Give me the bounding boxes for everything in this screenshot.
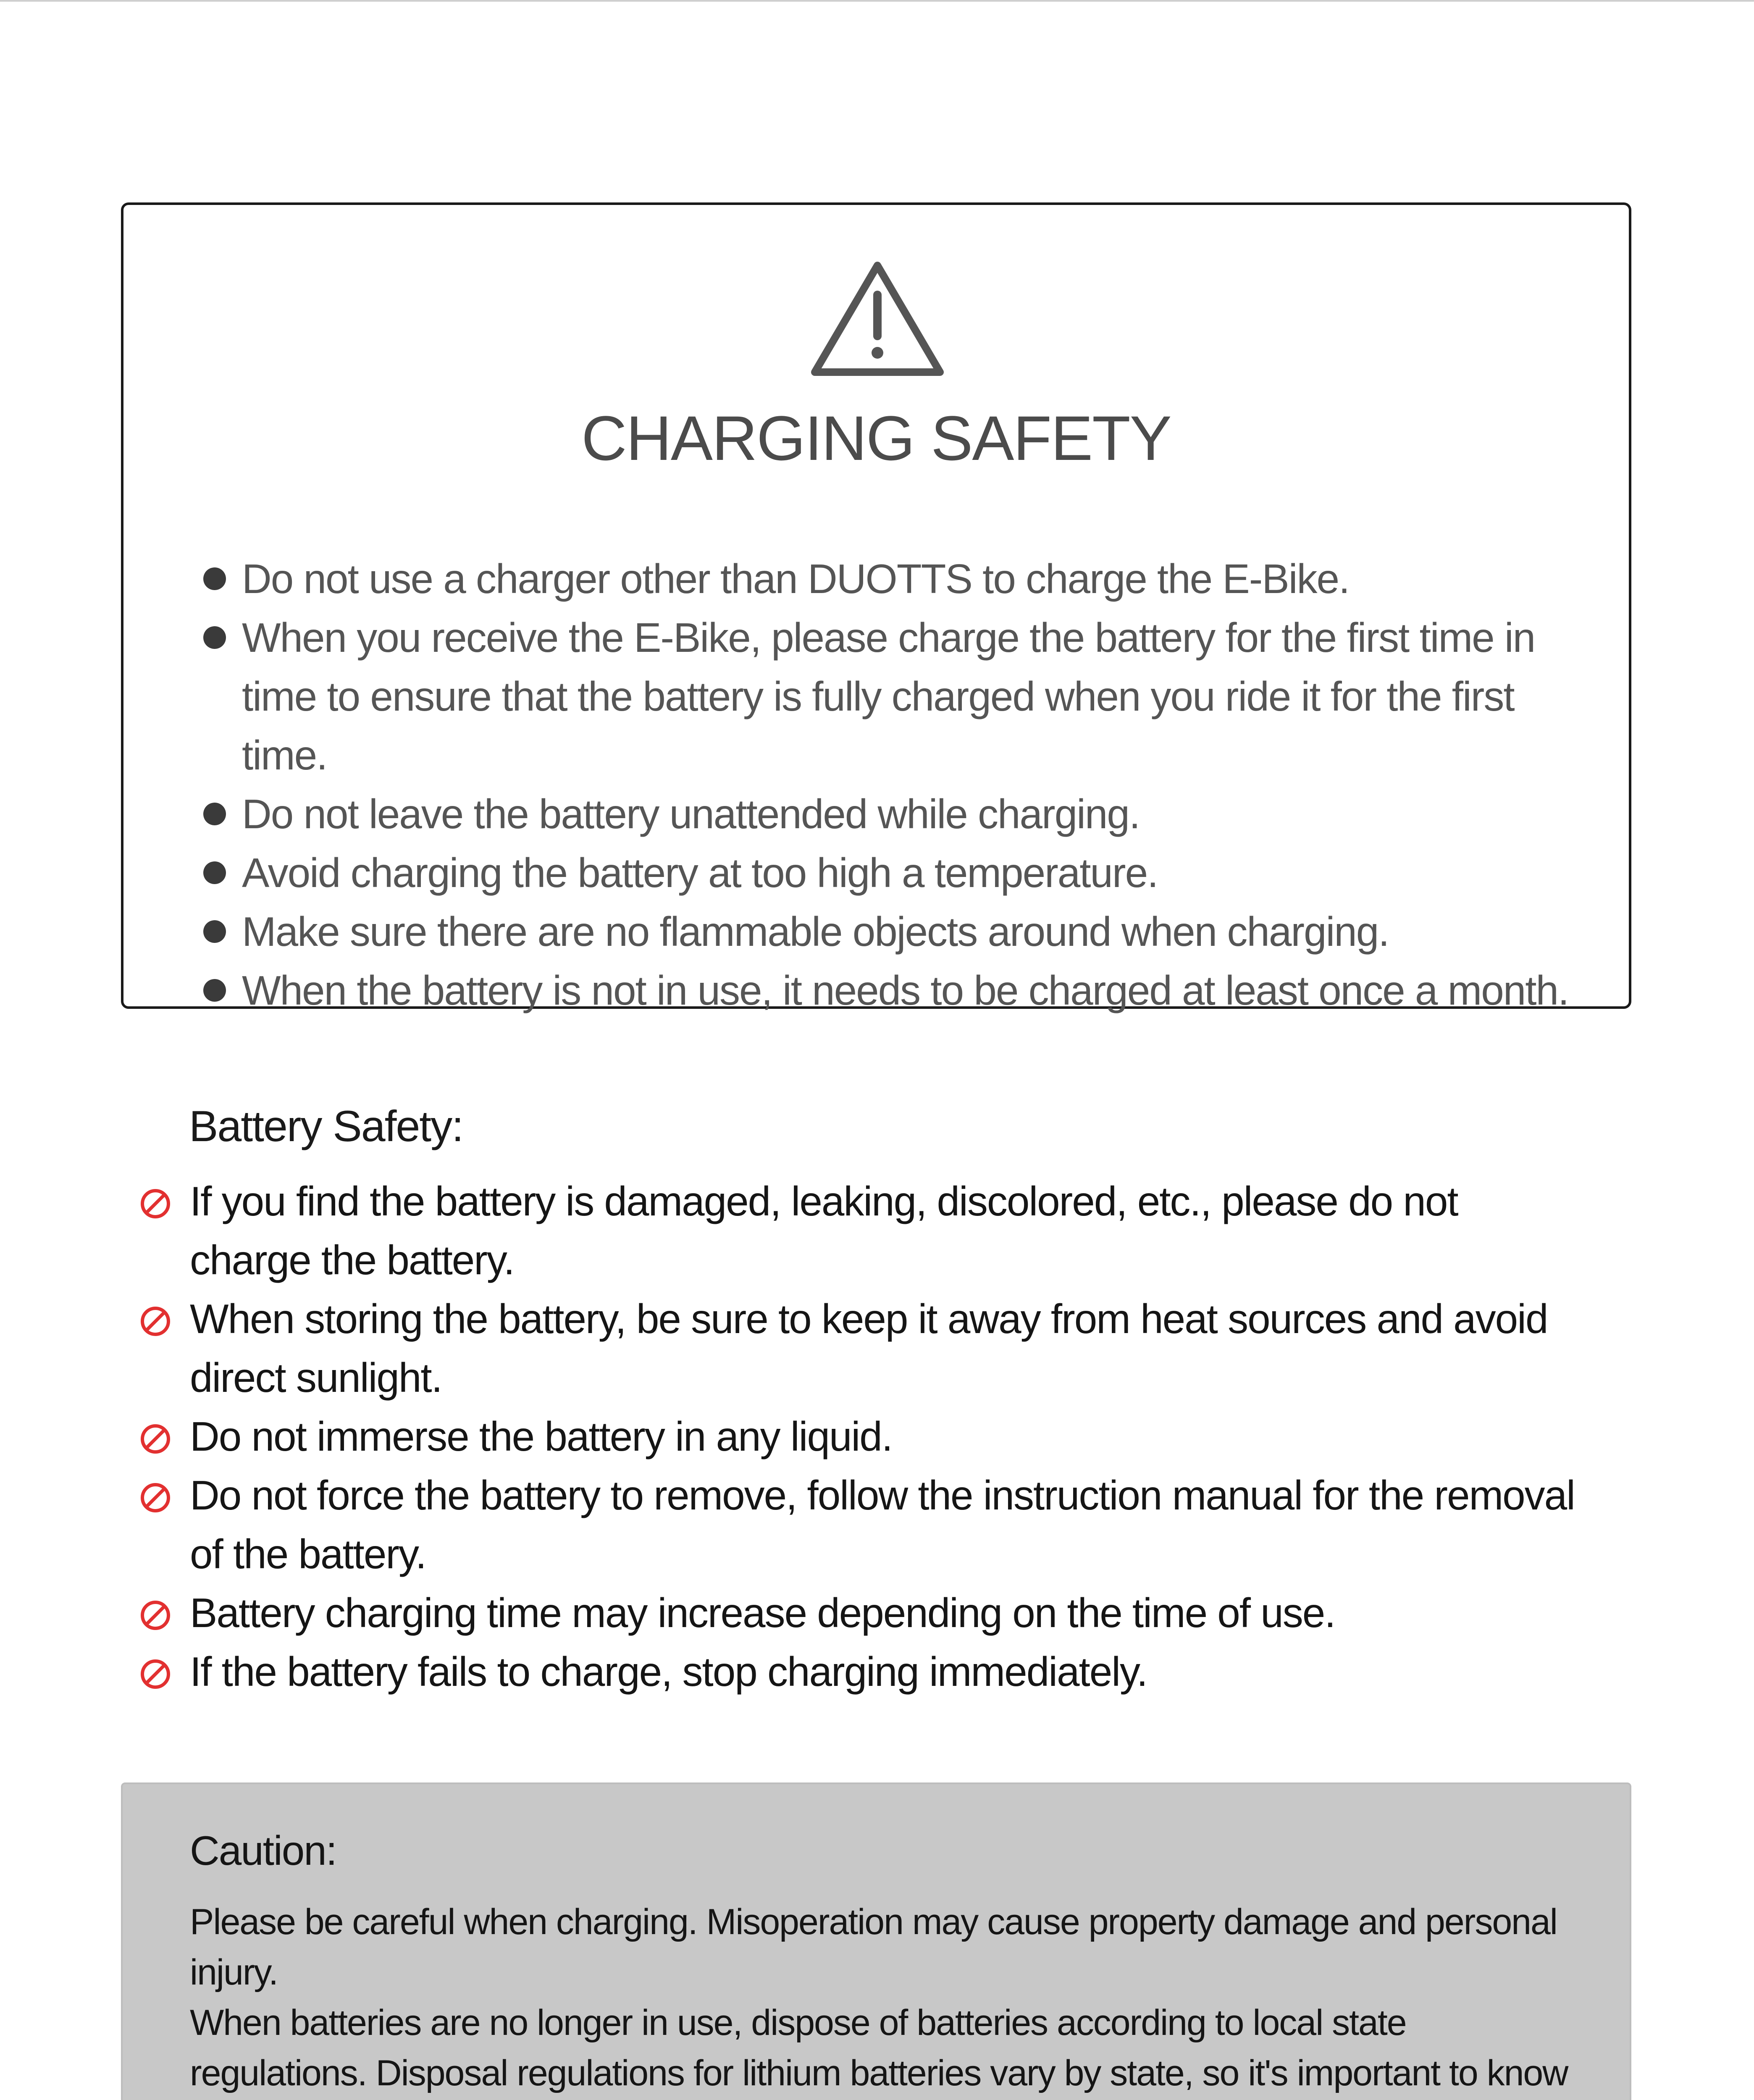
list-item-text: When the battery is not in use, it needs to be charged at least once a month. bbox=[242, 967, 1569, 1013]
caution-box bbox=[121, 1782, 1631, 2100]
prohibition-icon bbox=[139, 1599, 172, 1632]
prohibition-icon bbox=[139, 1187, 172, 1221]
bullet-dot-icon bbox=[203, 626, 226, 649]
bullet-dot-icon bbox=[203, 920, 226, 943]
caution-title: Caution: bbox=[190, 1827, 337, 1874]
list-item bbox=[203, 961, 1606, 1020]
battery-safety-heading: Battery Safety: bbox=[189, 1102, 463, 1151]
list-item-text: Do not use a charger other than DUOTTS to charge the E-Bike. bbox=[242, 556, 1350, 602]
list-item-text: Make sure there are no flammable objects around when charging. bbox=[242, 908, 1389, 955]
list-item-text: Battery charging time may increase depending on the time of use. bbox=[190, 1590, 1335, 1636]
list-item-text: Avoid charging the battery at too high a temperature. bbox=[242, 850, 1158, 896]
bullet-dot-icon bbox=[203, 803, 226, 825]
top-rule bbox=[0, 0, 1754, 2]
list-item-text: Do not leave the battery unattended while charging. bbox=[242, 791, 1140, 837]
list-item-text: When you receive the E-Bike, please charge the battery for the first time in time to ensure that the battery is fully charged when you ride it for the first time. bbox=[242, 614, 1535, 778]
charging-safety-title: CHARGING SAFETY bbox=[581, 403, 1171, 473]
battery-safety-list bbox=[139, 1172, 1575, 1701]
prohibition-icon bbox=[139, 1422, 172, 1456]
caution-paragraph: Please be careful when charging. Misoperation may cause property damage and personal injury. bbox=[190, 1902, 1557, 1992]
list-item-text: When storing the battery, be sure to keep it away from heat sources and avoid direct sunlight. bbox=[190, 1296, 1548, 1401]
list-item bbox=[139, 1172, 1575, 1289]
list-item bbox=[139, 1466, 1575, 1583]
bullet-dot-icon bbox=[203, 861, 226, 884]
list-item bbox=[139, 1583, 1575, 1642]
bullet-dot-icon bbox=[203, 567, 226, 590]
warning-triangle-icon bbox=[807, 256, 948, 382]
prohibition-icon bbox=[139, 1481, 172, 1515]
caution-paragraph: When batteries are no longer in use, dispose of batteries according to local state regulations. Disposal regulations for lithium batteries vary by state, so it's important to know bbox=[190, 2003, 1568, 2093]
list-item bbox=[139, 1642, 1575, 1701]
list-item-text: Do not immerse the battery in any liquid. bbox=[190, 1413, 892, 1460]
prohibition-icon bbox=[139, 1657, 172, 1691]
charging-safety-list bbox=[203, 549, 1606, 1020]
list-item bbox=[203, 902, 1606, 961]
list-item bbox=[203, 549, 1606, 608]
list-item bbox=[139, 1289, 1575, 1407]
list-item-text: Do not force the battery to remove, follow the instruction manual for the removal of the battery. bbox=[190, 1472, 1575, 1577]
list-item-text: If the battery fails to charge, stop charging immediately. bbox=[190, 1648, 1147, 1695]
list-item bbox=[203, 608, 1606, 785]
list-item bbox=[203, 843, 1606, 902]
list-item bbox=[139, 1407, 1575, 1466]
list-item-text: If you find the battery is damaged, leaking, discolored, etc., please do not charge the battery. bbox=[190, 1178, 1458, 1283]
prohibition-icon bbox=[139, 1305, 172, 1338]
caution-text bbox=[190, 1897, 1576, 2100]
charging-safety-box bbox=[121, 202, 1631, 1013]
bullet-dot-icon bbox=[203, 979, 226, 1002]
list-item bbox=[203, 785, 1606, 843]
